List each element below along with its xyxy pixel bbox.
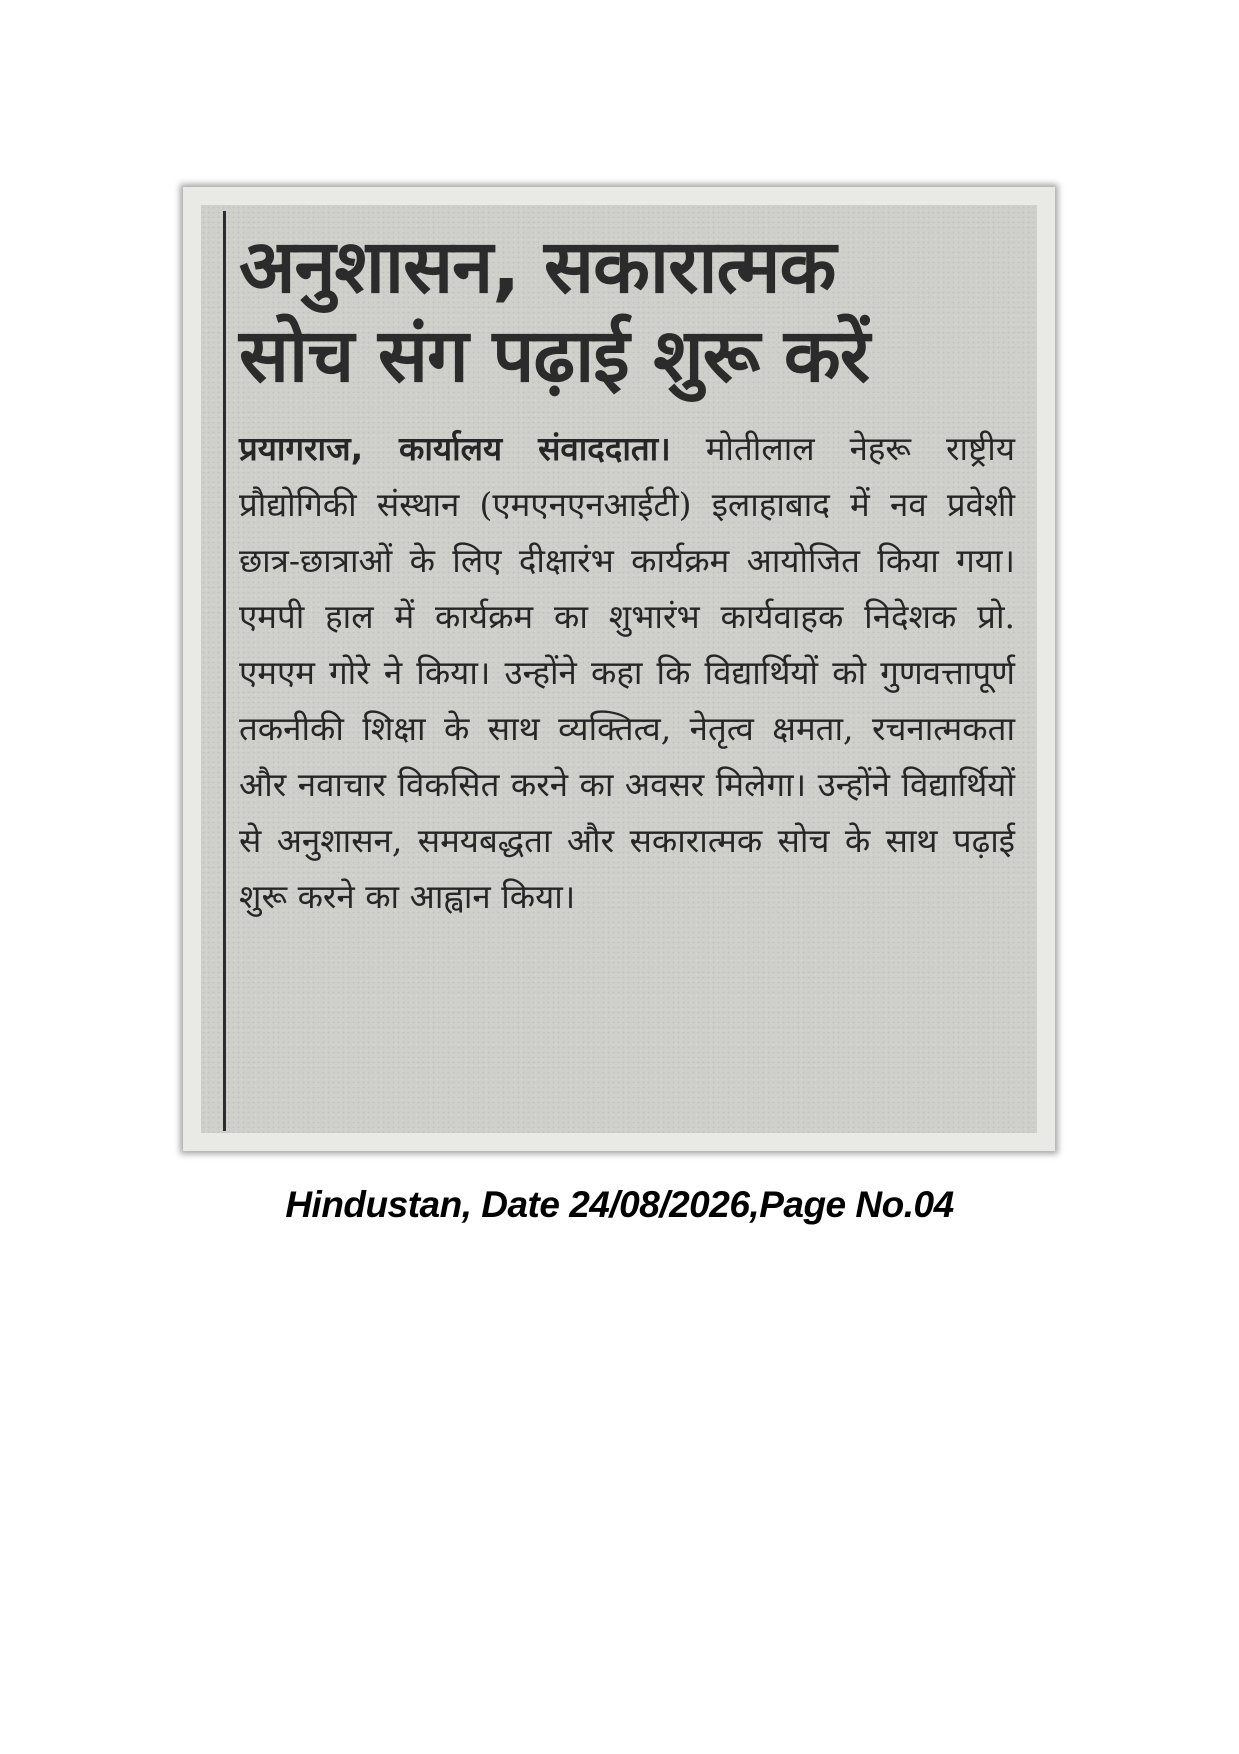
headline-line-1: अनुशासन, सकारात्मक	[239, 224, 836, 310]
headline	[239, 223, 1015, 401]
article-body	[239, 421, 1015, 925]
dateline: प्रयागराज, कार्यालय संवाददाता।	[239, 428, 671, 468]
source-caption: Hindustan, Date 24/08/2026,Page No.04	[285, 1184, 954, 1225]
newspaper-clipping-frame	[183, 187, 1055, 1151]
newspaper-clipping	[201, 205, 1037, 1133]
article-text: मोतीलाल नेहरू राष्ट्रीय प्रौद्योगिकी संस्थान (एमएनएनआईटी) इलाहाबाद में नव प्रवेशी छात्र-छात्राओं के लिए दीक्षारंभ कार्यक्रम आयोजित किया गया। एमपी हाल में कार्यक्रम का शुभारंभ कार्यवाहक निदेशक प्रो. एमएम गोरे ने किया। उन्होंने कहा कि विद्यार्थियों को गुणवत्तापूर्ण तकनीकी शिक्षा के साथ व्यक्तित्व, नेतृत्व क्षमता, रचनात्मकता और नवाचार विकसित करने का अवसर मिलेगा। उन्होंने विद्यार्थियों से अनुशासन, समयबद्धता और सकारात्मक सोच के साथ पढ़ाई शुरू करने का आह्वान किया।	[239, 428, 1015, 916]
column-rule	[223, 211, 226, 1131]
headline-line-2: सोच संग पढ़ाई शुरू करें	[239, 312, 870, 399]
